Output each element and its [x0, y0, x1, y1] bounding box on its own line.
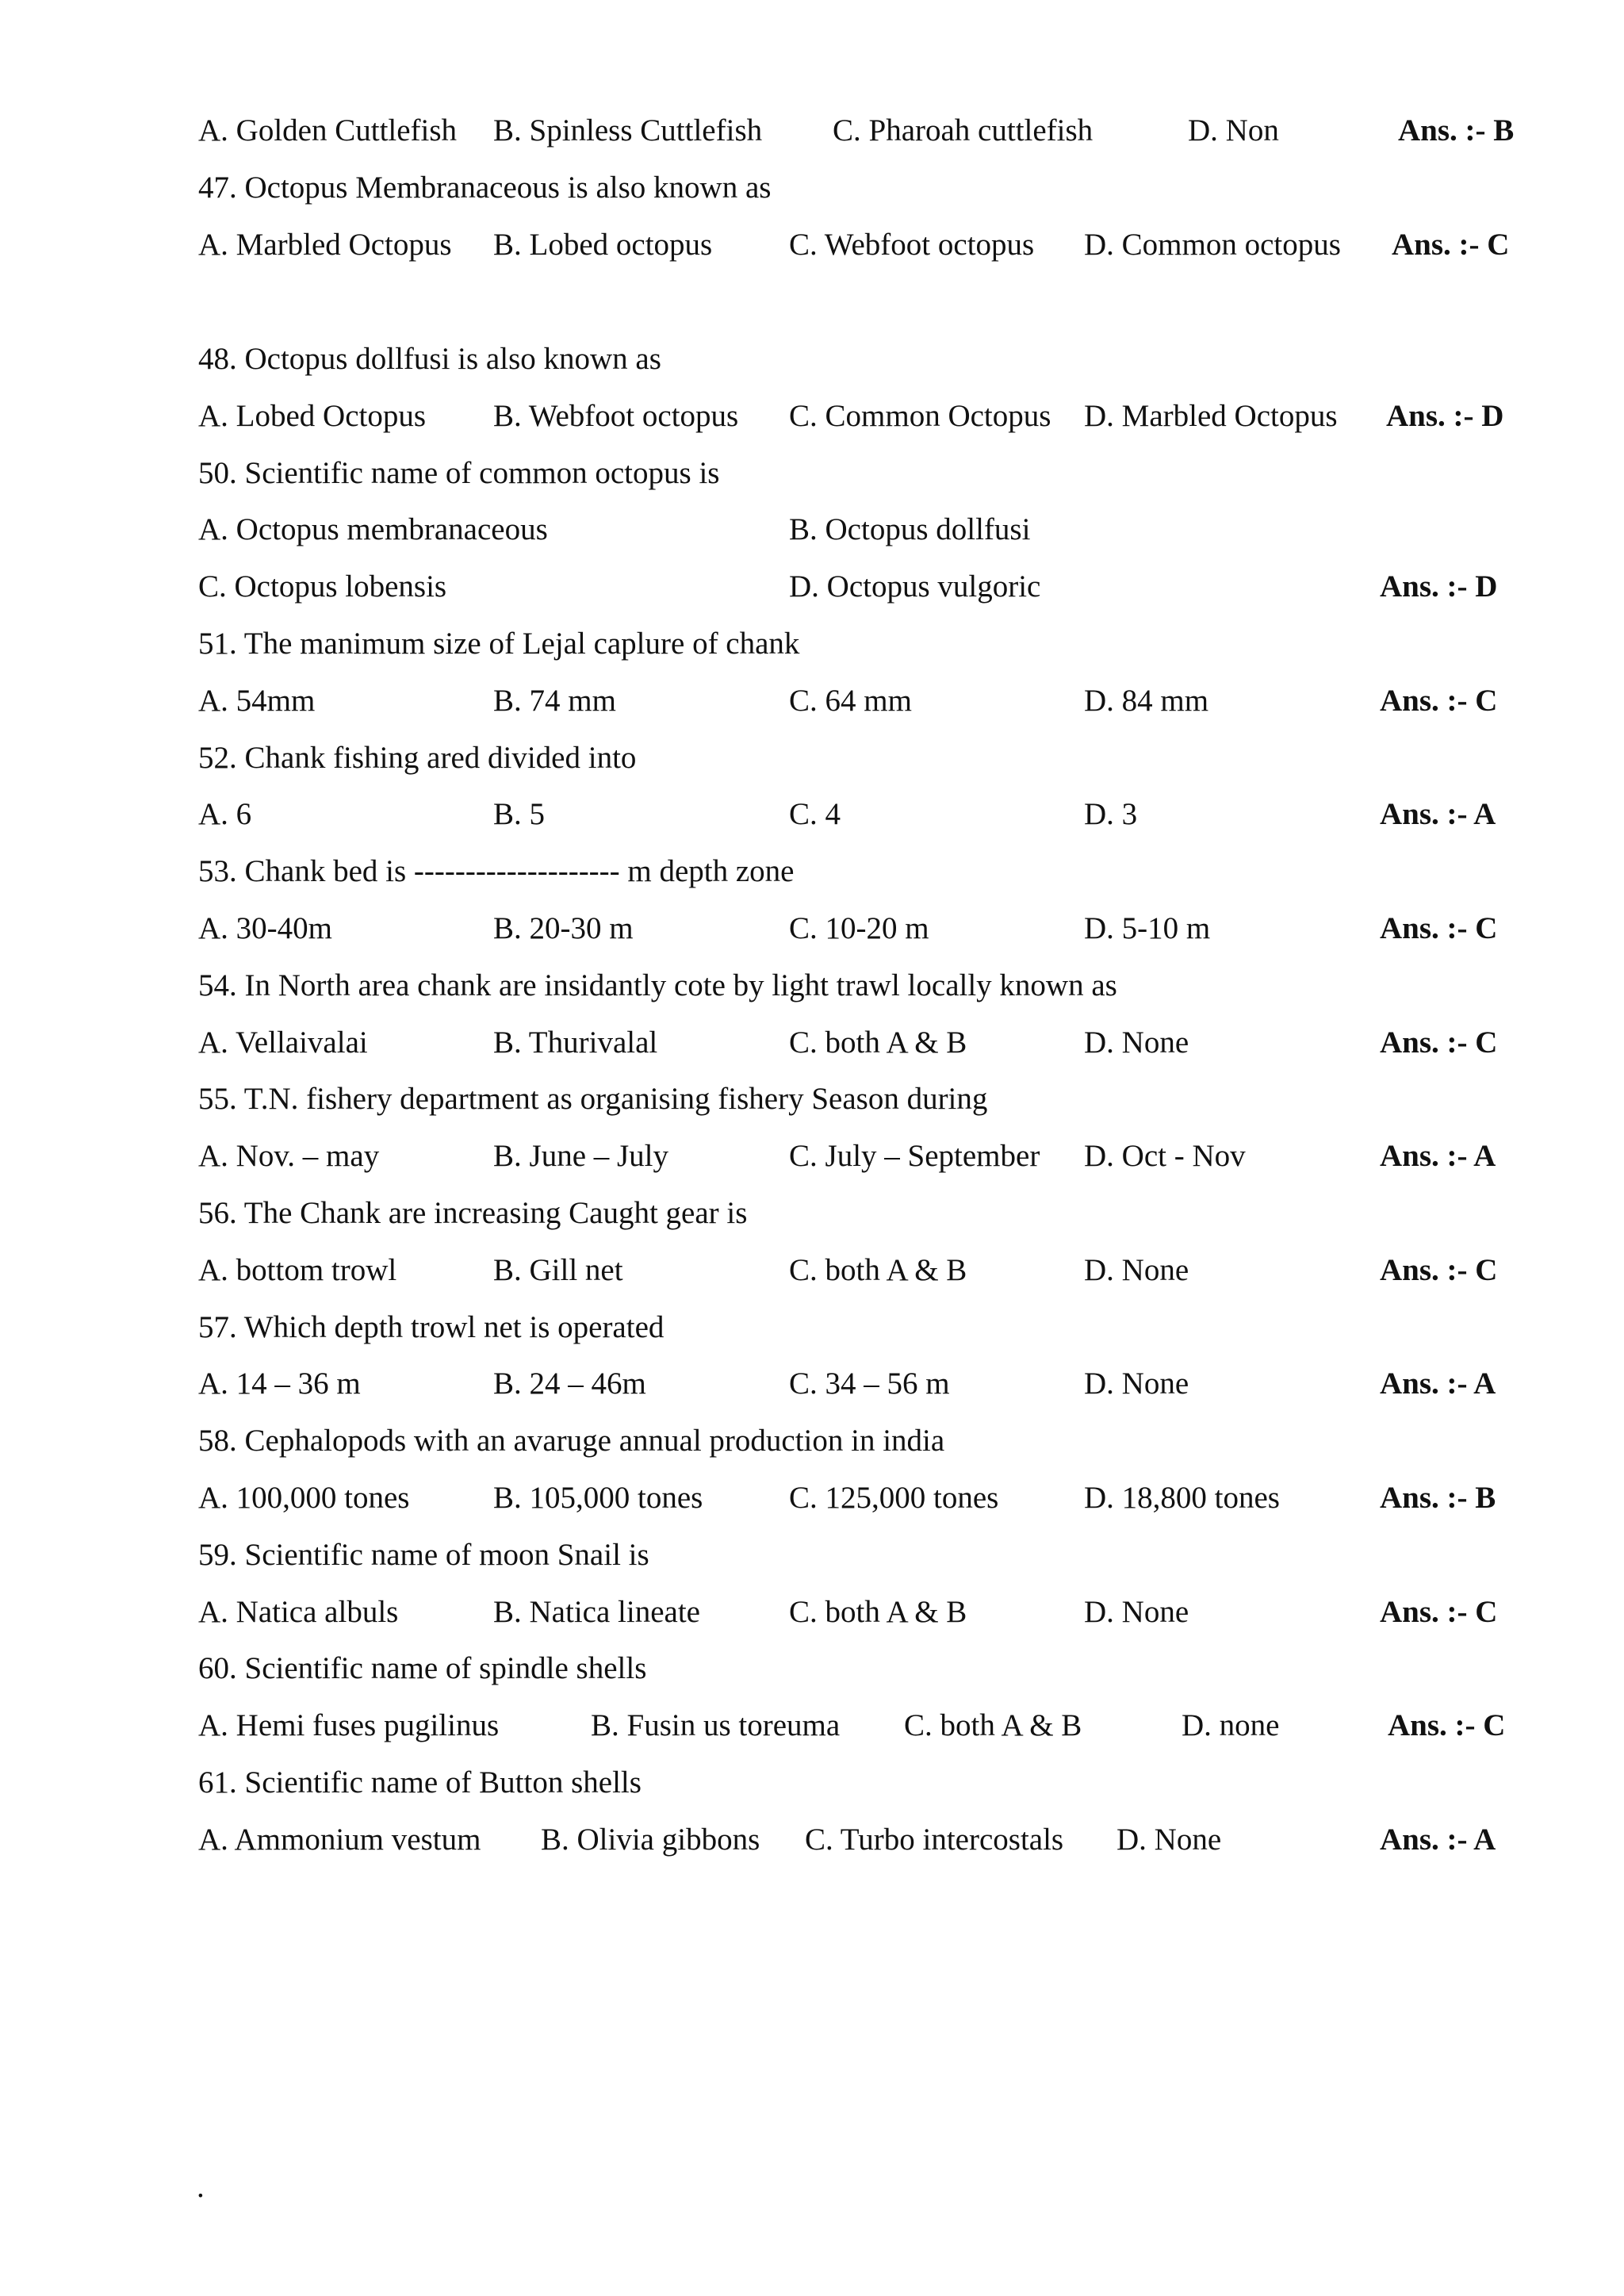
option-c: C. both A & B	[904, 1708, 1082, 1742]
option-c: C. Common Octopus	[789, 399, 1051, 433]
option-a: A. 100,000 tones	[198, 1481, 410, 1515]
question-57: 57. Which depth trowl net is operated	[198, 1310, 665, 1344]
option-d: D. 3	[1084, 797, 1138, 831]
option-d: D. Oct - Nov	[1084, 1139, 1246, 1173]
answer: Ans. :- A	[1380, 1366, 1496, 1401]
question-61: 61. Scientific name of Button shells	[198, 1765, 642, 1800]
option-d: D. None	[1084, 1366, 1189, 1401]
question-51: 51. The manimum size of Lejal caplure of chank	[198, 627, 800, 661]
option-a: A. Lobed Octopus	[198, 399, 427, 433]
option-b: B. Webfoot octopus	[493, 399, 739, 433]
option-b: B. 5	[493, 797, 546, 831]
option-c: C. 4	[789, 797, 841, 831]
option-c: C. both A & B	[789, 1595, 967, 1629]
question-53: 53. Chank bed is -------------------- m depth zone	[198, 854, 795, 888]
option-d: D. none	[1182, 1708, 1280, 1742]
option-b: B. 74 mm	[493, 684, 616, 718]
answer: Ans. :- C	[1380, 1025, 1498, 1060]
option-d: D. Common octopus	[1084, 228, 1341, 262]
option-c: C. Octopus lobensis	[198, 569, 447, 604]
question-59: 59. Scientific name of moon Snail is	[198, 1538, 649, 1572]
answer: Ans. :- C	[1380, 1253, 1498, 1287]
option-b: B. Spinless Cuttlefish	[493, 113, 763, 148]
option-b: B. Gill net	[493, 1253, 623, 1287]
option-a: A. 54mm	[198, 684, 316, 718]
answer: Ans. :- A	[1380, 797, 1496, 831]
answer: Ans. :- A	[1380, 1139, 1496, 1173]
question-58: 58. Cephalopods with an avaruge annual production in india	[198, 1424, 945, 1458]
option-d: D. 5-10 m	[1084, 911, 1211, 945]
option-a: A. Ammonium vestum	[198, 1823, 481, 1857]
option-b: B. Thurivalal	[493, 1025, 658, 1060]
question-48: 48. Octopus dollfusi is also known as	[198, 342, 661, 376]
option-a: A. bottom trowl	[198, 1253, 397, 1287]
option-c: C. Webfoot octopus	[789, 228, 1035, 262]
option-d: D. 84 mm	[1084, 684, 1209, 718]
question-52: 52. Chank fishing ared divided into	[198, 741, 637, 775]
option-b: B. Fusin us toreuma	[591, 1708, 841, 1742]
answer: Ans. :- D	[1380, 569, 1498, 604]
option-c: C. both A & B	[789, 1253, 967, 1287]
option-c: C. 125,000 tones	[789, 1481, 999, 1515]
answer: Ans. :- D	[1386, 399, 1504, 433]
option-b: B. 20-30 m	[493, 911, 634, 945]
option-b: B. Lobed octopus	[493, 228, 713, 262]
option-b: B. Olivia gibbons	[541, 1823, 760, 1857]
option-c: C. Turbo intercostals	[805, 1823, 1064, 1857]
option-c: C. 64 mm	[789, 684, 912, 718]
option-b: B. 105,000 tones	[493, 1481, 703, 1515]
option-a: A. Vellaivalai	[198, 1025, 368, 1060]
option-a: A. 14 – 36 m	[198, 1366, 361, 1401]
answer: Ans. :- B	[1398, 113, 1515, 148]
option-a: A. Octopus membranaceous	[198, 512, 548, 546]
option-c: C. 10-20 m	[789, 911, 929, 945]
option-b: B. 24 – 46m	[493, 1366, 646, 1401]
option-a: A. Natica albuls	[198, 1595, 399, 1629]
option-d: D. Octopus vulgoric	[789, 569, 1041, 604]
option-a: A. Golden Cuttlefish	[198, 113, 458, 148]
question-47: 47. Octopus Membranaceous is also known as	[198, 171, 772, 205]
option-d: D. None	[1084, 1253, 1189, 1287]
option-d: D. None	[1084, 1025, 1189, 1060]
footer-mark: .	[197, 2170, 205, 2204]
question-55: 55. T.N. fishery department as organising fishery Season during	[198, 1082, 988, 1116]
question-60: 60. Scientific name of spindle shells	[198, 1651, 647, 1685]
answer: Ans. :- C	[1380, 684, 1498, 718]
option-d: D. Marbled Octopus	[1084, 399, 1338, 433]
answer: Ans. :- C	[1380, 911, 1498, 945]
option-a: A. 30-40m	[198, 911, 332, 945]
option-d: D. None	[1084, 1595, 1189, 1629]
option-b: B. June – July	[493, 1139, 669, 1173]
question-50: 50. Scientific name of common octopus is	[198, 456, 720, 490]
option-c: C. 34 – 56 m	[789, 1366, 950, 1401]
option-c: C. both A & B	[789, 1025, 967, 1060]
answer: Ans. :- C	[1392, 228, 1510, 262]
option-a: A. Nov. – may	[198, 1139, 380, 1173]
question-54: 54. In North area chank are insidantly cote by light trawl locally known as	[198, 968, 1117, 1002]
option-b: B. Natica lineate	[493, 1595, 700, 1629]
option-d: D. None	[1116, 1823, 1222, 1857]
answer: Ans. :- C	[1380, 1595, 1498, 1629]
option-d: D. Non	[1188, 113, 1279, 148]
option-d: D. 18,800 tones	[1084, 1481, 1280, 1515]
option-a: A. 6	[198, 797, 252, 831]
option-a: A. Marbled Octopus	[198, 228, 452, 262]
option-c: C. July – September	[789, 1139, 1040, 1173]
answer: Ans. :- B	[1380, 1481, 1496, 1515]
option-b: B. Octopus dollfusi	[789, 512, 1031, 546]
answer: Ans. :- A	[1380, 1823, 1496, 1857]
option-c: C. Pharoah cuttlefish	[833, 113, 1094, 148]
option-a: A. Hemi fuses pugilinus	[198, 1708, 500, 1742]
answer: Ans. :- C	[1388, 1708, 1506, 1742]
question-56: 56. The Chank are increasing Caught gear is	[198, 1196, 748, 1230]
